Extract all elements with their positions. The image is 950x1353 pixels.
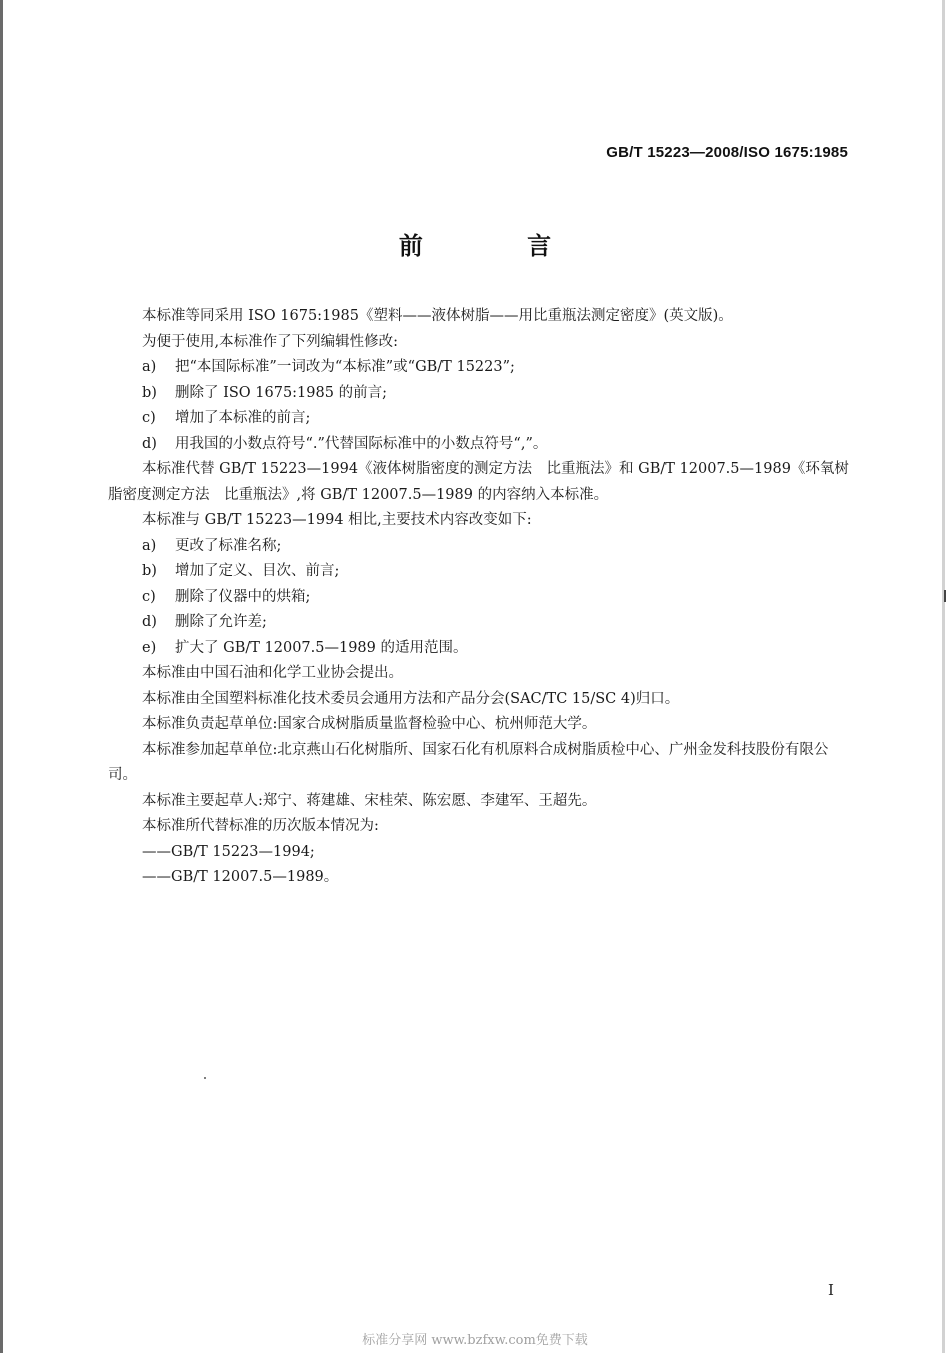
document-body	[108, 304, 850, 891]
list-item	[108, 381, 850, 407]
list-text: 增加了本标准的前言;	[175, 410, 311, 426]
list-label: b)	[142, 563, 157, 579]
list-text: 删除了仪器中的烘箱;	[175, 588, 311, 605]
list-label: c)	[142, 410, 156, 426]
page-title: 前 言	[398, 232, 600, 260]
list-item	[108, 559, 850, 585]
list-text: 增加了定义、目次、前言;	[175, 563, 340, 579]
list-label: a)	[142, 537, 157, 554]
list-label: d)	[142, 435, 157, 452]
paragraph-replaces: 本标准代替 GB/T 15223—1994《液体树脂密度的测定方法 比重瓶法》和 GB/T 12007.5—1989《环氧树脂密度测定方法 比重瓶法》,将 GB/T 12007.5—1989 的内容纳入本标准。	[108, 461, 849, 503]
scan-edge-right	[942, 0, 945, 1353]
list-text: 把“本国际标准”一词改为“本标准”或“GB/T 15223”;	[175, 359, 515, 375]
paragraph-drafting-unit: 本标准负责起草单位:国家合成树脂质量监督检验中心、杭州师范大学。	[142, 716, 597, 732]
list-text: 删除了 ISO 1675:1985 的前言;	[175, 384, 387, 401]
list-text: 更改了标准名称;	[175, 537, 282, 554]
paragraph-drafters: 本标准主要起草人:郑宁、蒋建雄、宋桂荣、陈宏愿、李建军、王超先。	[142, 792, 597, 809]
list-text: 扩大了 GB/T 12007.5—1989 的适用范围。	[175, 639, 468, 656]
history-item: ——GB/T 12007.5—1989。	[142, 869, 339, 885]
list-text: 删除了允许差;	[175, 614, 267, 630]
list-item	[108, 406, 850, 432]
list-item	[108, 585, 850, 611]
list-item	[108, 432, 850, 458]
paragraph-participating-units: 本标准参加起草单位:北京燕山石化树脂所、国家石化有机原料合成树脂质检中心、广州金发科技股份有限公司。	[108, 741, 829, 783]
list-label: a)	[142, 359, 157, 375]
list-label: b)	[142, 384, 157, 401]
scan-mark	[944, 590, 946, 602]
paragraph-adoption: 本标准等同采用 ISO 1675:1985《塑料——液体树脂——用比重瓶法测定密度》(英文版)。	[142, 308, 733, 324]
paragraph-committee: 本标准由全国塑料标准化技术委员会通用方法和产品分会(SAC/TC 15/SC 4)归口。	[142, 690, 680, 707]
scan-speck	[204, 1077, 206, 1079]
list-item	[108, 355, 850, 381]
list-label: c)	[142, 588, 156, 605]
history-item: ——GB/T 15223—1994;	[142, 843, 315, 860]
list-label: d)	[142, 614, 157, 630]
scan-edge-left	[0, 0, 3, 1353]
list-text: 用我国的小数点符号“.”代替国际标准中的小数点符号“,”。	[175, 435, 548, 452]
list-item	[108, 610, 850, 636]
paragraph-proposer: 本标准由中国石油和化学工业协会提出。	[142, 665, 403, 681]
page-number: I	[828, 1281, 834, 1299]
watermark: 标准分享网 www.bzfxw.com免费下载	[362, 1333, 588, 1348]
list-item	[108, 636, 850, 662]
standard-number-header: GB/T 15223—2008/ISO 1675:1985	[606, 144, 848, 161]
paragraph-history-intro: 本标准所代替标准的历次版本情况为:	[142, 818, 379, 834]
paragraph-edits-intro: 为便于使用,本标准作了下列编辑性修改:	[142, 333, 398, 350]
paragraph-changes-intro: 本标准与 GB/T 15223—1994 相比,主要技术内容改变如下:	[142, 512, 532, 528]
list-label: e)	[142, 639, 157, 656]
list-item	[108, 534, 850, 560]
